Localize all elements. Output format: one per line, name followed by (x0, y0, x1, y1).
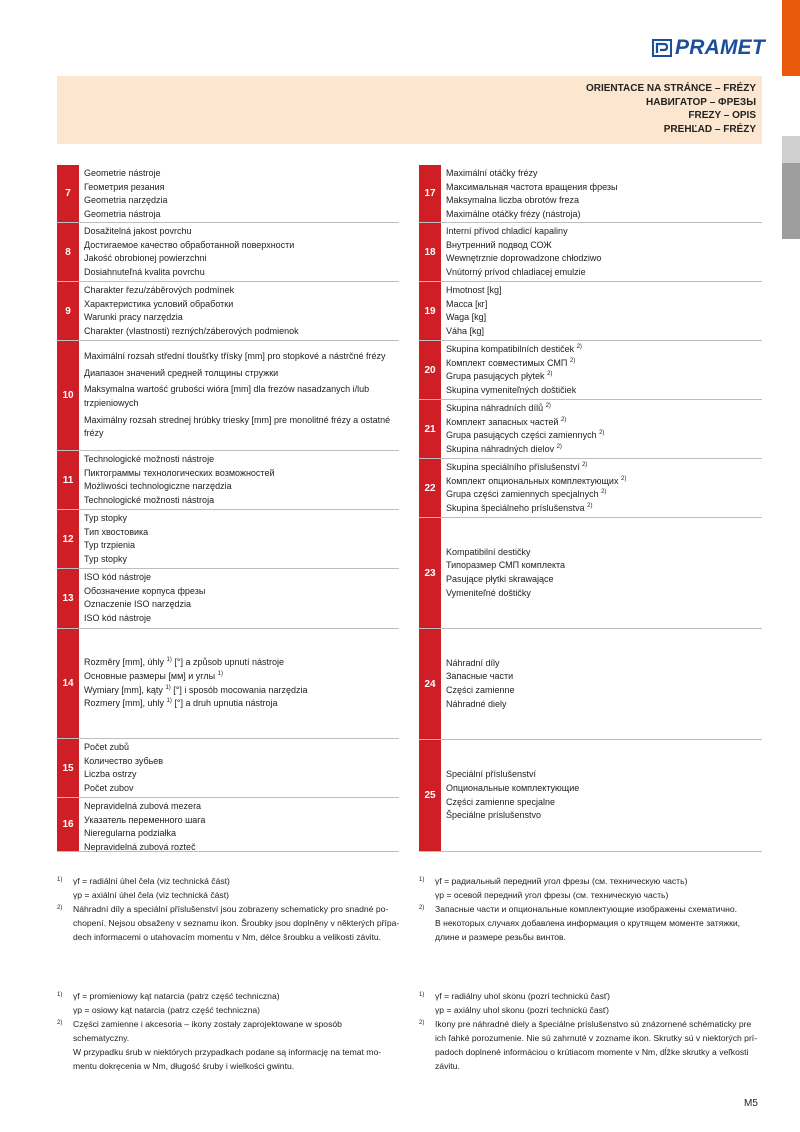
footnotes-cz (57, 874, 400, 944)
legend-row-16 (57, 798, 399, 852)
footnote-mark: 2) (582, 462, 588, 468)
legend-text: Rozmery [mm], uhly (84, 698, 165, 709)
legend-text: Warunki pracy narzędzia (84, 312, 183, 323)
legend-text: [°] i sposób mocowania narzędzia (173, 684, 308, 695)
page-title-ru: НАВИГАТОР – ФРЕЗЫ (646, 96, 756, 108)
legend-number: 23 (419, 518, 441, 628)
legend-number: 14 (57, 629, 79, 738)
legend-text: Vnútorný prívod chladiacej emulzie (446, 266, 586, 277)
legend-row-19 (419, 282, 762, 341)
legend-text: Rozměry [mm], úhly (84, 657, 165, 668)
legend-text: Speciální příslušenství (446, 769, 537, 780)
footnote-mark: 1) (57, 992, 63, 998)
footnote-text: W przypadku śrub w niektórych przypadkach podane są informację na temat mo- (73, 1047, 382, 1057)
legend-text: Náhradné diely (446, 698, 507, 709)
legend-text: Dosažitelná jakost povrchu (84, 226, 192, 236)
footnote-mark: 2) (57, 905, 63, 911)
footnote-mark: 1) (57, 877, 63, 883)
legend-text: Maximálne otáčky frézy (nástroja) (446, 208, 581, 219)
legend-text: Grupa pasujących płytek (446, 371, 545, 382)
legend-text: Внутренний подвод СОЖ (446, 239, 552, 250)
legend-text: Указатель переменного шага (84, 814, 206, 825)
legend-text: Váha [kg] (446, 325, 485, 336)
legend-text: Геометрия резания (84, 181, 165, 192)
legend-text: [°] a způsob upnutí nástroje (174, 657, 285, 668)
footnote-text: = promieniowy kąt natarcia (patrz część techniczna) (82, 991, 280, 1001)
legend-text: Dosiahnuteľná kvalita povrchu (84, 266, 205, 277)
legend-text: Maximální otáčky frézy (446, 168, 538, 178)
footnote-text: = osiowy kąt natarcia (patrz część techniczna) (84, 1005, 260, 1015)
legend-text: Jakość obrobionej powierzchni (84, 253, 207, 264)
legend-text: Skupina náhradních dílů (446, 403, 544, 413)
footnote-mark: 2) (419, 1020, 425, 1026)
legend-text: Maximálny rozsah strednej hrúbky triesky [mm] pre monolitné frézy a ostatné frézy (84, 414, 391, 439)
legend-text: Vymeniteľné doštičky (446, 587, 531, 598)
legend-text: Náhradní díly (446, 657, 500, 668)
legend-text: Špeciálne príslušenstvo (446, 810, 542, 821)
legend-text: Części zamienne (446, 685, 515, 695)
gamma-f-symbol: γf (435, 876, 442, 886)
legend-number: 11 (57, 451, 79, 509)
legend-row-17 (419, 165, 762, 223)
footnote-text: Części zamienne i akcesoria – ikony zostały zaprojektowane w sposób schematyczny. (73, 1019, 342, 1043)
footnotes-sk (419, 989, 762, 1073)
legend-text: Skupina kompatibilních destiček (446, 344, 575, 354)
legend-row-9 (57, 282, 399, 341)
gamma-p-symbol: γp (435, 890, 445, 900)
footnote-mark: 2) (569, 357, 576, 364)
footnote-text: В некоторых случаях добавлена информация о крутящем моменте затяжки, (435, 918, 741, 928)
legend-text: Počet zubov (84, 782, 134, 793)
footnote-text: Запасные части и опциональные комплектующие изображены схематично. (435, 904, 738, 914)
footnote-mark: 1) (217, 670, 223, 677)
footnote-mark: 2) (547, 371, 553, 378)
legend-row-23 (419, 518, 762, 629)
legend-text: Charakter (vlastnosti) rezných/záberových podmienok (84, 325, 299, 336)
footnote-text: Ikony pre náhradné diely a špeciálne príslušenstvo sú znázornené schématicky pre (435, 1019, 752, 1029)
legend-text: ISO kód nástroje (84, 612, 152, 623)
footnote-text: длине и размере резьбы винтов. (435, 932, 566, 942)
footnote-text: = radiálny uhol skonu (pozri technickú časť) (444, 991, 610, 1001)
legend-text: Waga [kg] (446, 312, 487, 323)
footnote-text: dech informacemi o utahovacím momentu v Nm, délce šroubku a velikosti závitu. (73, 932, 382, 942)
legend-text: Комплект запасных частей (446, 416, 559, 427)
footnote-mark: 2) (599, 430, 605, 437)
legend-text: Grupa części zamiennych specjalnych (446, 489, 599, 500)
legend-row-22 (419, 459, 762, 518)
footnote-mark: 1) (166, 698, 172, 705)
legend-row-13 (57, 569, 399, 629)
footnote-text: = axiální úhel čela (viz technická část) (84, 890, 229, 900)
legend-number: 24 (419, 629, 441, 739)
legend-row-8 (57, 223, 399, 282)
legend-text: Тип хвостовика (84, 526, 149, 537)
legend-row-14 (57, 629, 399, 739)
legend-text: Skupina vymeniteľných doštičiek (446, 384, 577, 395)
footnote-text: Náhradní díly a speciální příslušenství jsou zobrazeny schematicky pro snadné po- (73, 904, 389, 914)
legend-text: Geometrie nástroje (84, 168, 161, 178)
legend-row-24 (419, 629, 762, 740)
legend-text: Обозначение корпуса фрезы (84, 585, 206, 596)
legend-text: Основные размеры [мм] и углы (84, 670, 216, 681)
footnote-mark: 2) (560, 416, 567, 423)
legend-text: Počet zubů (84, 742, 130, 752)
legend-number: 8 (57, 223, 79, 281)
legend-text: Kompatibilní destičky (446, 546, 531, 557)
footnote-mark: 2) (419, 905, 425, 911)
footnote-text: chopení. Nejsou obsaženy v seznamu ikon. Šroubky jsou doplněny v některých přípa- (73, 918, 400, 928)
legend-text: Maksymalna wartość grubości wióra [mm] dla frezów nasadzanych i/lub trzpieniowych (84, 384, 370, 408)
legend-text: Pasujące płytki skrawające (446, 574, 554, 584)
footnote-text: = радиальный передний угол фрезы (см. техническую часть) (444, 876, 688, 886)
legend-number: 17 (419, 165, 441, 222)
legend-text: Interní přívod chladicí kapaliny (446, 226, 568, 236)
legend-number: 22 (419, 459, 441, 517)
legend-text: Комплект совместимых СМП (446, 357, 568, 368)
footnote-mark: 1) (165, 684, 171, 691)
page-title-sk: PREHĽAD – FRÉZY (663, 123, 756, 135)
brand-logo (652, 36, 765, 60)
legend-text: Skupina náhradných dielov (446, 443, 555, 454)
legend-text: Liczba ostrzy (84, 769, 137, 780)
legend-text: Количество зубьев (84, 755, 164, 766)
section-tab-grey (782, 163, 800, 239)
legend-row-7 (57, 165, 399, 223)
legend-text: Nepravidelná zubová rozteč (84, 841, 196, 852)
legend-text: Oznaczenie ISO narzędzia (84, 599, 192, 610)
legend-number: 12 (57, 510, 79, 568)
footnote-mark: 1) (166, 657, 172, 664)
footnote-mark: 2) (576, 344, 582, 350)
footnotes-ru (419, 874, 762, 944)
page-header (57, 76, 762, 144)
footnote-text: závitu. (435, 1061, 460, 1071)
gamma-f-symbol: γf (73, 876, 80, 886)
legend-text: Wewnętrznie doprowadzone chłodziwo (446, 253, 602, 264)
legend-row-25 (419, 740, 762, 852)
page-title-pl: FREZY – OPIS (688, 110, 756, 121)
legend-text: [°] a druh upnutia nástroja (174, 698, 278, 709)
footnotes-pl (57, 989, 400, 1073)
legend-row-10 (57, 341, 399, 451)
legend-text: Skupina špeciálneho príslušenstva (446, 502, 585, 513)
legend-text: Skupina speciálního příslušenství (446, 462, 580, 472)
gamma-f-symbol: γf (73, 991, 80, 1001)
gamma-f-symbol: γf (435, 991, 442, 1001)
legend-row-15 (57, 739, 399, 798)
footnote-mark: 2) (601, 489, 607, 496)
legend-text: Диапазон значений средней толщины стружки (84, 367, 279, 378)
legend-number: 21 (419, 400, 441, 458)
legend-text: Характеристика условий обработки (84, 298, 234, 309)
legend-text: Nieregularna podziałka (84, 828, 177, 839)
legend-text: Charakter řezu/záběrových podmínek (84, 285, 235, 295)
legend-text: Максимальная частота вращения фрезы (446, 181, 618, 192)
legend-number: 10 (57, 341, 79, 450)
footnote-text: = axiálny uhol skonu (pozri technickú časť) (446, 1005, 609, 1015)
legend-number: 25 (419, 740, 441, 851)
legend-row-11 (57, 451, 399, 510)
section-tab-light (782, 136, 800, 163)
legend-text: Typ stopky (84, 553, 128, 564)
legend-text: Możliwości technologiczne narzędzia (84, 481, 232, 492)
legend-text: Достигаемое качество обработанной поверхности (84, 239, 295, 250)
legend-number: 18 (419, 223, 441, 281)
legend-row-20 (419, 341, 762, 400)
legend-number: 16 (57, 798, 79, 851)
legend-text: Опциональные комплектующие (446, 782, 580, 793)
legend-text: Technologické možnosti nástroje (84, 454, 215, 464)
legend-text: Nepravidelná zubová mezera (84, 801, 202, 811)
legend-number: 20 (419, 341, 441, 399)
footnote-mark: 1) (419, 877, 425, 883)
legend-text: Technologické možnosti nástroja (84, 494, 215, 505)
legend-text: ISO kód nástroje (84, 572, 152, 582)
footnote-mark: 2) (545, 403, 551, 409)
page-number: M5 (744, 1098, 758, 1109)
legend-row-18 (419, 223, 762, 282)
gamma-p-symbol: γp (435, 1005, 445, 1015)
legend-text: Wymiary [mm], kąty (84, 684, 163, 695)
legend-text: Комплект опциональных комплектующих (446, 475, 619, 486)
legend-text: Grupa pasujących części zamiennych (446, 430, 597, 441)
legend-number: 7 (57, 165, 79, 222)
legend-text: Geometria narzędzia (84, 195, 168, 206)
footnote-mark: 2) (57, 1020, 63, 1026)
legend-text: Hmotnost [kg] (446, 285, 502, 295)
page-title-cz: ORIENTACE NA STRÁNCE – FRÉZY (585, 83, 756, 94)
legend-text: Części zamienne specjalne (446, 796, 556, 807)
gamma-p-symbol: γp (73, 890, 83, 900)
footnote-text: mentu dokręcenia w Nm, długość śruby i wielkości gwintu. (73, 1061, 295, 1071)
brand-name: PRAMET (675, 36, 765, 59)
footnote-mark: 2) (556, 443, 562, 450)
legend-text: Типоразмер СМП комплекта (446, 560, 566, 571)
legend-number: 13 (57, 569, 79, 628)
footnote-text: ich ľahké porozumenie. Nie sú zahrnuté v zozname ikon. Skrutky sú v niektorých prí- (435, 1033, 758, 1043)
legend-number: 15 (57, 739, 79, 797)
footnote-mark: 2) (620, 475, 627, 482)
legend-row-12 (57, 510, 399, 569)
legend-row-21 (419, 400, 762, 459)
legend-text: Typ trzpienia (84, 540, 136, 551)
footnote-mark: 1) (419, 992, 425, 998)
footnote-text: padoch doplnené informáciou o krútiacom momente v Nm, dĺžke skrutky a veľkosti (435, 1047, 749, 1057)
legend-text: Масса [кг] (446, 298, 488, 309)
legend-text: Maximální rozsah střední tloušťky třísky [mm] pro stopkové a nástrčné frézy (84, 351, 386, 362)
footnote-text: = radiální úhel čela (viz technická část) (82, 876, 230, 886)
legend-number: 19 (419, 282, 441, 340)
legend-text: Запасные части (446, 671, 514, 682)
legend-text: Пиктограммы технологических возможностей (84, 467, 275, 478)
footnote-mark: 2) (587, 502, 593, 509)
legend-text: Typ stopky (84, 513, 128, 523)
legend-text: Maksymalna liczba obrotów freza (446, 195, 580, 206)
gamma-p-symbol: γp (73, 1005, 83, 1015)
footnote-text: = осевой передний угол фрезы (см. техническую часть) (446, 890, 669, 900)
legend-text: Geometria nástroja (84, 208, 161, 219)
legend-number: 9 (57, 282, 79, 340)
section-tab-orange (782, 0, 800, 76)
pramet-logo-icon (652, 38, 672, 58)
